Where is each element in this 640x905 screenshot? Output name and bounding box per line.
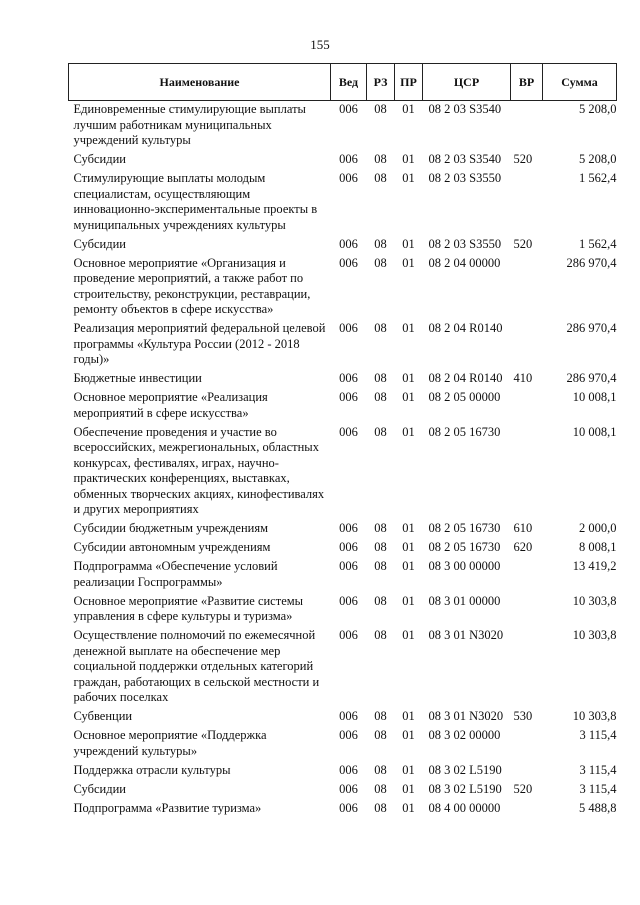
- cell-pr: 01: [402, 390, 415, 404]
- cell-csr: 08 3 02 00000: [428, 728, 501, 742]
- cell-name: Единовременные стимулирующие выплаты лучшим работникам муниципальных учреждений культуры: [73, 102, 306, 147]
- cell-ved: 006: [339, 628, 358, 642]
- cell-rz: 08: [374, 628, 387, 642]
- cell-csr: 08 2 03 S3550: [428, 171, 502, 185]
- cell-vr: 520: [513, 152, 533, 166]
- table-row: [69, 171, 617, 237]
- cell-pr: 01: [402, 762, 415, 777]
- cell-name: Субсидии бюджетным учреждениям: [73, 521, 269, 535]
- cell-pr: 01: [402, 559, 415, 573]
- table-row: [69, 763, 617, 782]
- cell-pr: 01: [402, 800, 415, 815]
- cell-rz: 08: [374, 424, 387, 439]
- cell-csr: 08 3 01 00000: [428, 593, 501, 608]
- cell-name: Осуществление полномочий по ежемесячной денежной выплате на обеспечение мер социальной поддержки отдельных категорий граждан, работающих в сельской местности и рабочих поселках: [73, 628, 320, 704]
- cell-ved: 006: [339, 390, 358, 404]
- table-row: [69, 709, 617, 728]
- cell-ved: 006: [339, 321, 358, 335]
- cell-csr: 08 4 00 00000: [428, 800, 501, 815]
- cell-csr: 08 2 05 16730: [428, 424, 501, 439]
- cell-csr: 08 2 05 16730: [428, 540, 501, 554]
- cell-pr: 01: [402, 728, 415, 742]
- budget-table: [68, 63, 617, 820]
- cell-sum: 10 303,8: [572, 593, 617, 608]
- cell-csr: 08 3 02 L5190: [428, 762, 502, 777]
- header-csr: ЦСР: [423, 64, 511, 101]
- cell-name: Основное мероприятие «Реализация мероприятий в сфере искусства»: [73, 390, 268, 420]
- cell-rz: 08: [374, 521, 387, 535]
- cell-vr: [511, 594, 543, 629]
- cell-name: Реализация мероприятий федеральной целевой программы «Культура России (2012 - 2018 годы)»: [73, 321, 326, 366]
- table-row: [69, 521, 617, 540]
- cell-pr: 01: [402, 255, 415, 270]
- cell-vr: [511, 628, 543, 709]
- table-row: [69, 321, 617, 371]
- cell-ved: 006: [339, 521, 358, 535]
- cell-name: Обеспечение проведения и участие во всероссийских, межрегиональных, областных конкурсах, фестивалях, играх, научно-практических конференциях, выставках, обменных творческих акциях, кинофестивалях и других мероприятиях: [73, 424, 325, 516]
- cell-ved: 006: [339, 236, 358, 251]
- cell-name: Подпрограмма «Развитие туризма»: [73, 800, 262, 815]
- cell-rz: 08: [374, 762, 387, 777]
- cell-vr: 520: [513, 781, 533, 796]
- cell-name: Субсидии: [73, 781, 126, 796]
- cell-rz: 08: [374, 102, 387, 116]
- cell-rz: 08: [374, 540, 387, 554]
- cell-sum: 2 000,0: [579, 521, 617, 535]
- cell-ved: 006: [339, 728, 358, 742]
- cell-name: Основное мероприятие «Развитие системы управления в сфере культуры и туризма»: [73, 593, 304, 623]
- table-row: [69, 237, 617, 256]
- cell-csr: 08 3 00 00000: [428, 559, 501, 573]
- cell-pr: 01: [402, 371, 415, 385]
- table-row: [69, 371, 617, 390]
- table-row: [69, 594, 617, 629]
- table-row: [69, 101, 617, 153]
- cell-ved: 006: [339, 709, 358, 723]
- cell-ved: 006: [339, 781, 358, 796]
- table-row: [69, 728, 617, 763]
- cell-ved: 006: [339, 171, 358, 185]
- table-row: [69, 390, 617, 425]
- table-body: [69, 101, 617, 820]
- cell-pr: 01: [402, 628, 415, 642]
- cell-vr: [511, 321, 543, 371]
- cell-pr: 01: [402, 709, 415, 723]
- cell-ved: 006: [339, 762, 358, 777]
- cell-sum: 5 488,8: [579, 800, 617, 815]
- cell-vr: [511, 728, 543, 763]
- cell-pr: 01: [402, 593, 415, 608]
- cell-vr: [511, 425, 543, 522]
- cell-pr: 01: [402, 152, 415, 166]
- cell-ved: 006: [339, 102, 358, 116]
- cell-ved: 006: [339, 559, 358, 573]
- cell-rz: 08: [374, 152, 387, 166]
- cell-rz: 08: [374, 781, 387, 796]
- table-row: [69, 152, 617, 171]
- cell-sum: 3 115,4: [579, 762, 617, 777]
- cell-csr: 08 3 01 N3020: [428, 628, 504, 642]
- cell-rz: 08: [374, 593, 387, 608]
- cell-ved: 006: [339, 800, 358, 815]
- cell-pr: 01: [402, 424, 415, 439]
- table-row: [69, 540, 617, 559]
- cell-ved: 006: [339, 540, 358, 554]
- cell-csr: 08 2 04 R0140: [428, 371, 503, 385]
- cell-csr: 08 2 04 R0140: [428, 321, 503, 335]
- cell-sum: 13 419,2: [572, 559, 617, 573]
- table-row: [69, 782, 617, 801]
- cell-sum: 286 970,4: [566, 255, 617, 270]
- cell-ved: 006: [339, 371, 358, 385]
- cell-rz: 08: [374, 236, 387, 251]
- page-number: 155: [310, 37, 330, 52]
- cell-name: Стимулирующие выплаты молодым специалистам, осуществляющим инновационно-экспериментальные проекты в муниципальных учреждениях культуры: [73, 171, 318, 232]
- cell-sum: 8 008,1: [579, 540, 617, 554]
- cell-name: Субсидии: [73, 236, 126, 251]
- cell-name: Субсидии: [73, 152, 126, 166]
- cell-name: Субвенции: [73, 709, 133, 723]
- cell-rz: 08: [374, 728, 387, 742]
- header-vr: ВР: [511, 64, 543, 101]
- cell-vr: 410: [513, 371, 533, 385]
- cell-rz: 08: [374, 371, 387, 385]
- header-pr: ПР: [395, 64, 423, 101]
- cell-sum: 5 208,0: [579, 102, 617, 116]
- header-name: Наименование: [69, 64, 331, 101]
- cell-rz: 08: [374, 390, 387, 404]
- cell-rz: 08: [374, 800, 387, 815]
- cell-name: Подпрограмма «Обеспечение условий реализации Госпрограммы»: [73, 559, 278, 589]
- cell-pr: 01: [402, 540, 415, 554]
- cell-vr: 610: [513, 521, 533, 535]
- cell-sum: 1 562,4: [579, 171, 617, 185]
- cell-csr: 08 2 03 S3540: [428, 102, 502, 116]
- header-rz: РЗ: [367, 64, 395, 101]
- cell-sum: 1 562,4: [579, 236, 617, 251]
- cell-vr: [511, 390, 543, 425]
- cell-name: Поддержка отрасли культуры: [73, 762, 231, 777]
- cell-sum: 3 115,4: [579, 728, 617, 742]
- cell-vr: 620: [513, 540, 533, 554]
- cell-rz: 08: [374, 559, 387, 573]
- cell-vr: 530: [513, 709, 533, 723]
- cell-pr: 01: [402, 171, 415, 185]
- cell-csr: 08 3 02 L5190: [428, 781, 502, 796]
- cell-sum: 5 208,0: [579, 152, 617, 166]
- cell-csr: 08 2 03 S3540: [428, 152, 502, 166]
- cell-pr: 01: [402, 102, 415, 116]
- cell-vr: [511, 171, 543, 237]
- cell-vr: [511, 256, 543, 322]
- header-ved: Вед: [331, 64, 367, 101]
- cell-pr: 01: [402, 781, 415, 796]
- table-header-row: [69, 64, 617, 101]
- cell-ved: 006: [339, 424, 358, 439]
- cell-vr: [511, 801, 543, 820]
- cell-vr: [511, 763, 543, 782]
- cell-rz: 08: [374, 255, 387, 270]
- cell-csr: 08 2 03 S3550: [428, 236, 502, 251]
- cell-pr: 01: [402, 521, 415, 535]
- cell-rz: 08: [374, 321, 387, 335]
- cell-csr: 08 3 01 N3020: [428, 709, 504, 723]
- cell-pr: 01: [402, 236, 415, 251]
- cell-vr: [511, 101, 543, 153]
- cell-ved: 006: [339, 255, 358, 270]
- table-row: [69, 559, 617, 594]
- cell-csr: 08 2 04 00000: [428, 255, 501, 270]
- table-row: [69, 256, 617, 322]
- cell-pr: 01: [402, 321, 415, 335]
- cell-sum: 286 970,4: [566, 321, 617, 335]
- cell-name: Основное мероприятие «Организация и проведение мероприятий, а также работ по строительству, реконструкции, реставрации, ремонту объектов в сфере искусства»: [73, 255, 311, 316]
- cell-name: Основное мероприятие «Поддержка учреждений культуры»: [73, 728, 267, 758]
- table-row: [69, 628, 617, 709]
- cell-vr: 520: [513, 236, 533, 251]
- cell-sum: 3 115,4: [579, 781, 617, 796]
- header-sum: Сумма: [543, 64, 617, 101]
- cell-ved: 006: [339, 152, 358, 166]
- cell-sum: 10 008,1: [572, 424, 617, 439]
- table-row: [69, 801, 617, 820]
- cell-name: Бюджетные инвестиции: [73, 371, 202, 385]
- cell-rz: 08: [374, 709, 387, 723]
- cell-csr: 08 2 05 00000: [428, 390, 501, 404]
- cell-csr: 08 2 05 16730: [428, 521, 501, 535]
- cell-ved: 006: [339, 593, 358, 608]
- cell-sum: 10 008,1: [572, 390, 617, 404]
- cell-name: Субсидии автономным учреждениям: [73, 540, 271, 554]
- cell-sum: 10 303,8: [572, 709, 617, 723]
- cell-rz: 08: [374, 171, 387, 185]
- cell-sum: 10 303,8: [572, 628, 617, 642]
- table-row: [69, 425, 617, 522]
- cell-vr: [511, 559, 543, 594]
- cell-sum: 286 970,4: [566, 371, 617, 385]
